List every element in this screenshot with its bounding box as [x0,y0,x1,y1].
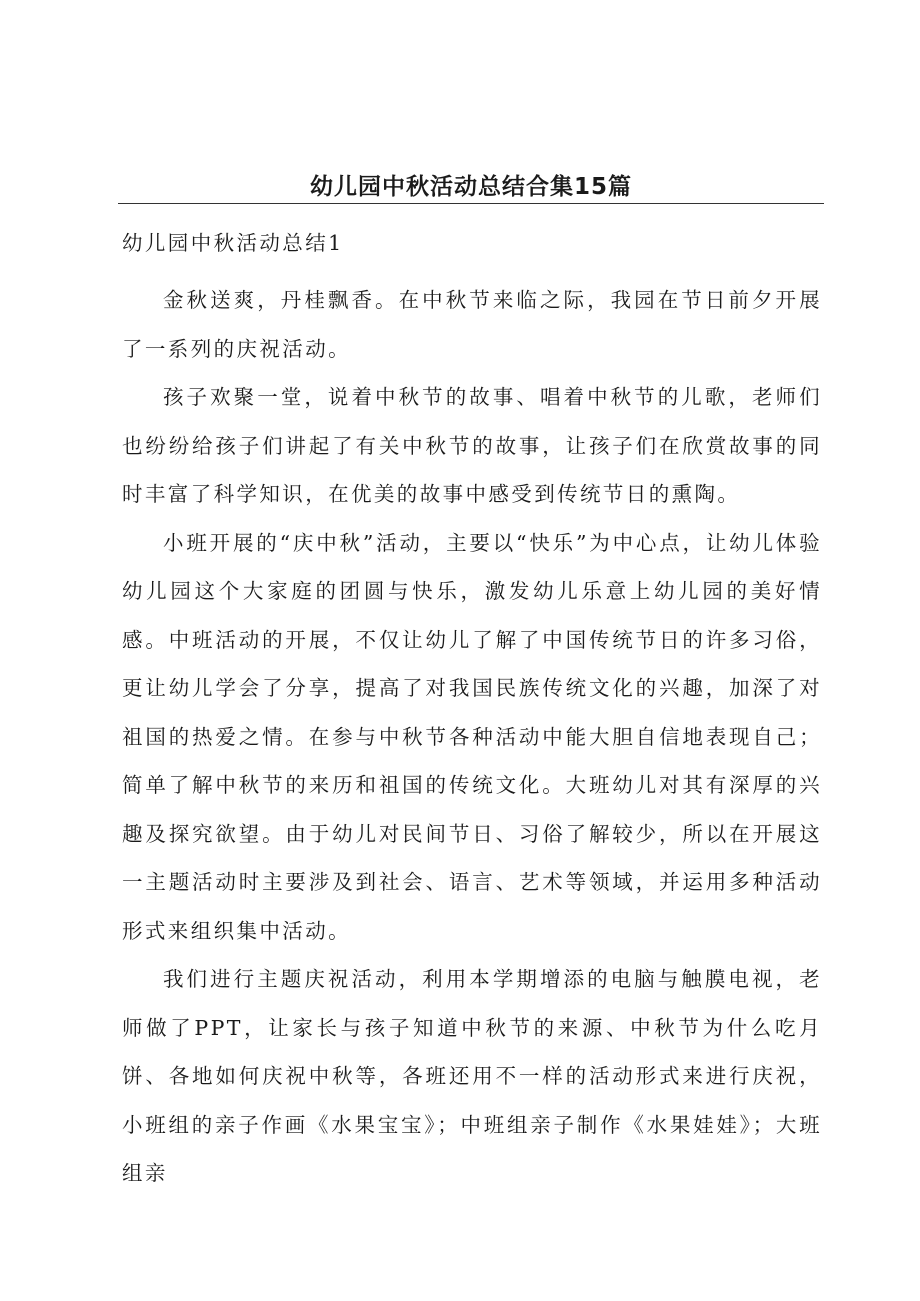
paragraph-2: 孩子欢聚一堂，说着中秋节的故事、唱着中秋节的儿歌，老师们也纷纷给孩子们讲起了有关中秋节的故事，让孩子们在欣赏故事的同时丰富了科学知识，在优美的故事中感受到传统节日的熏陶。 [122,385,822,506]
section-heading: 幼儿园中秋活动总结1 [122,231,344,255]
title-underline [118,203,824,204]
paragraph-4: 我们进行主题庆祝活动，利用本学期增添的电脑与触膜电视，老师做了PPT，让家长与孩子知道中秋节的来源、中秋节为什么吃月饼、各地如何庆祝中秋等，各班还用不一样的活动形式来进行庆祝，小班组的亲子作画《水果宝宝》；中班组亲子制作《水果娃娃》；大班组亲 [122,967,822,1185]
document-body [122,224,822,1198]
paragraph-3: 小班开展的“庆中秋”活动，主要以“快乐”为中心点，让幼儿体验幼儿园这个大家庭的团圆与快乐，激发幼儿乐意上幼儿园的美好情感。中班活动的开展，不仅让幼儿了解了中国传统节日的许多习俗，更让幼儿学会了分享，提高了对我国民族传统文化的兴趣，加深了对祖国的热爱之情。在参与中秋节各种活动中能大胆自信地表现自己；简单了解中秋节的来历和祖国的传统文化。大班幼儿对其有深厚的兴趣及探究欲望。由于幼儿对民间节日、习俗了解较少，所以在开展这一主题活动时主要涉及到社会、语言、艺术等领域，并运用多种活动形式来组织集中活动。 [122,530,822,943]
document-title: 幼儿园中秋活动总结合集15篇 [309,174,632,200]
paragraph-1: 金秋送爽，丹桂飘香。在中秋节来临之际，我园在节日前夕开展了一系列的庆祝活动。 [122,288,822,361]
